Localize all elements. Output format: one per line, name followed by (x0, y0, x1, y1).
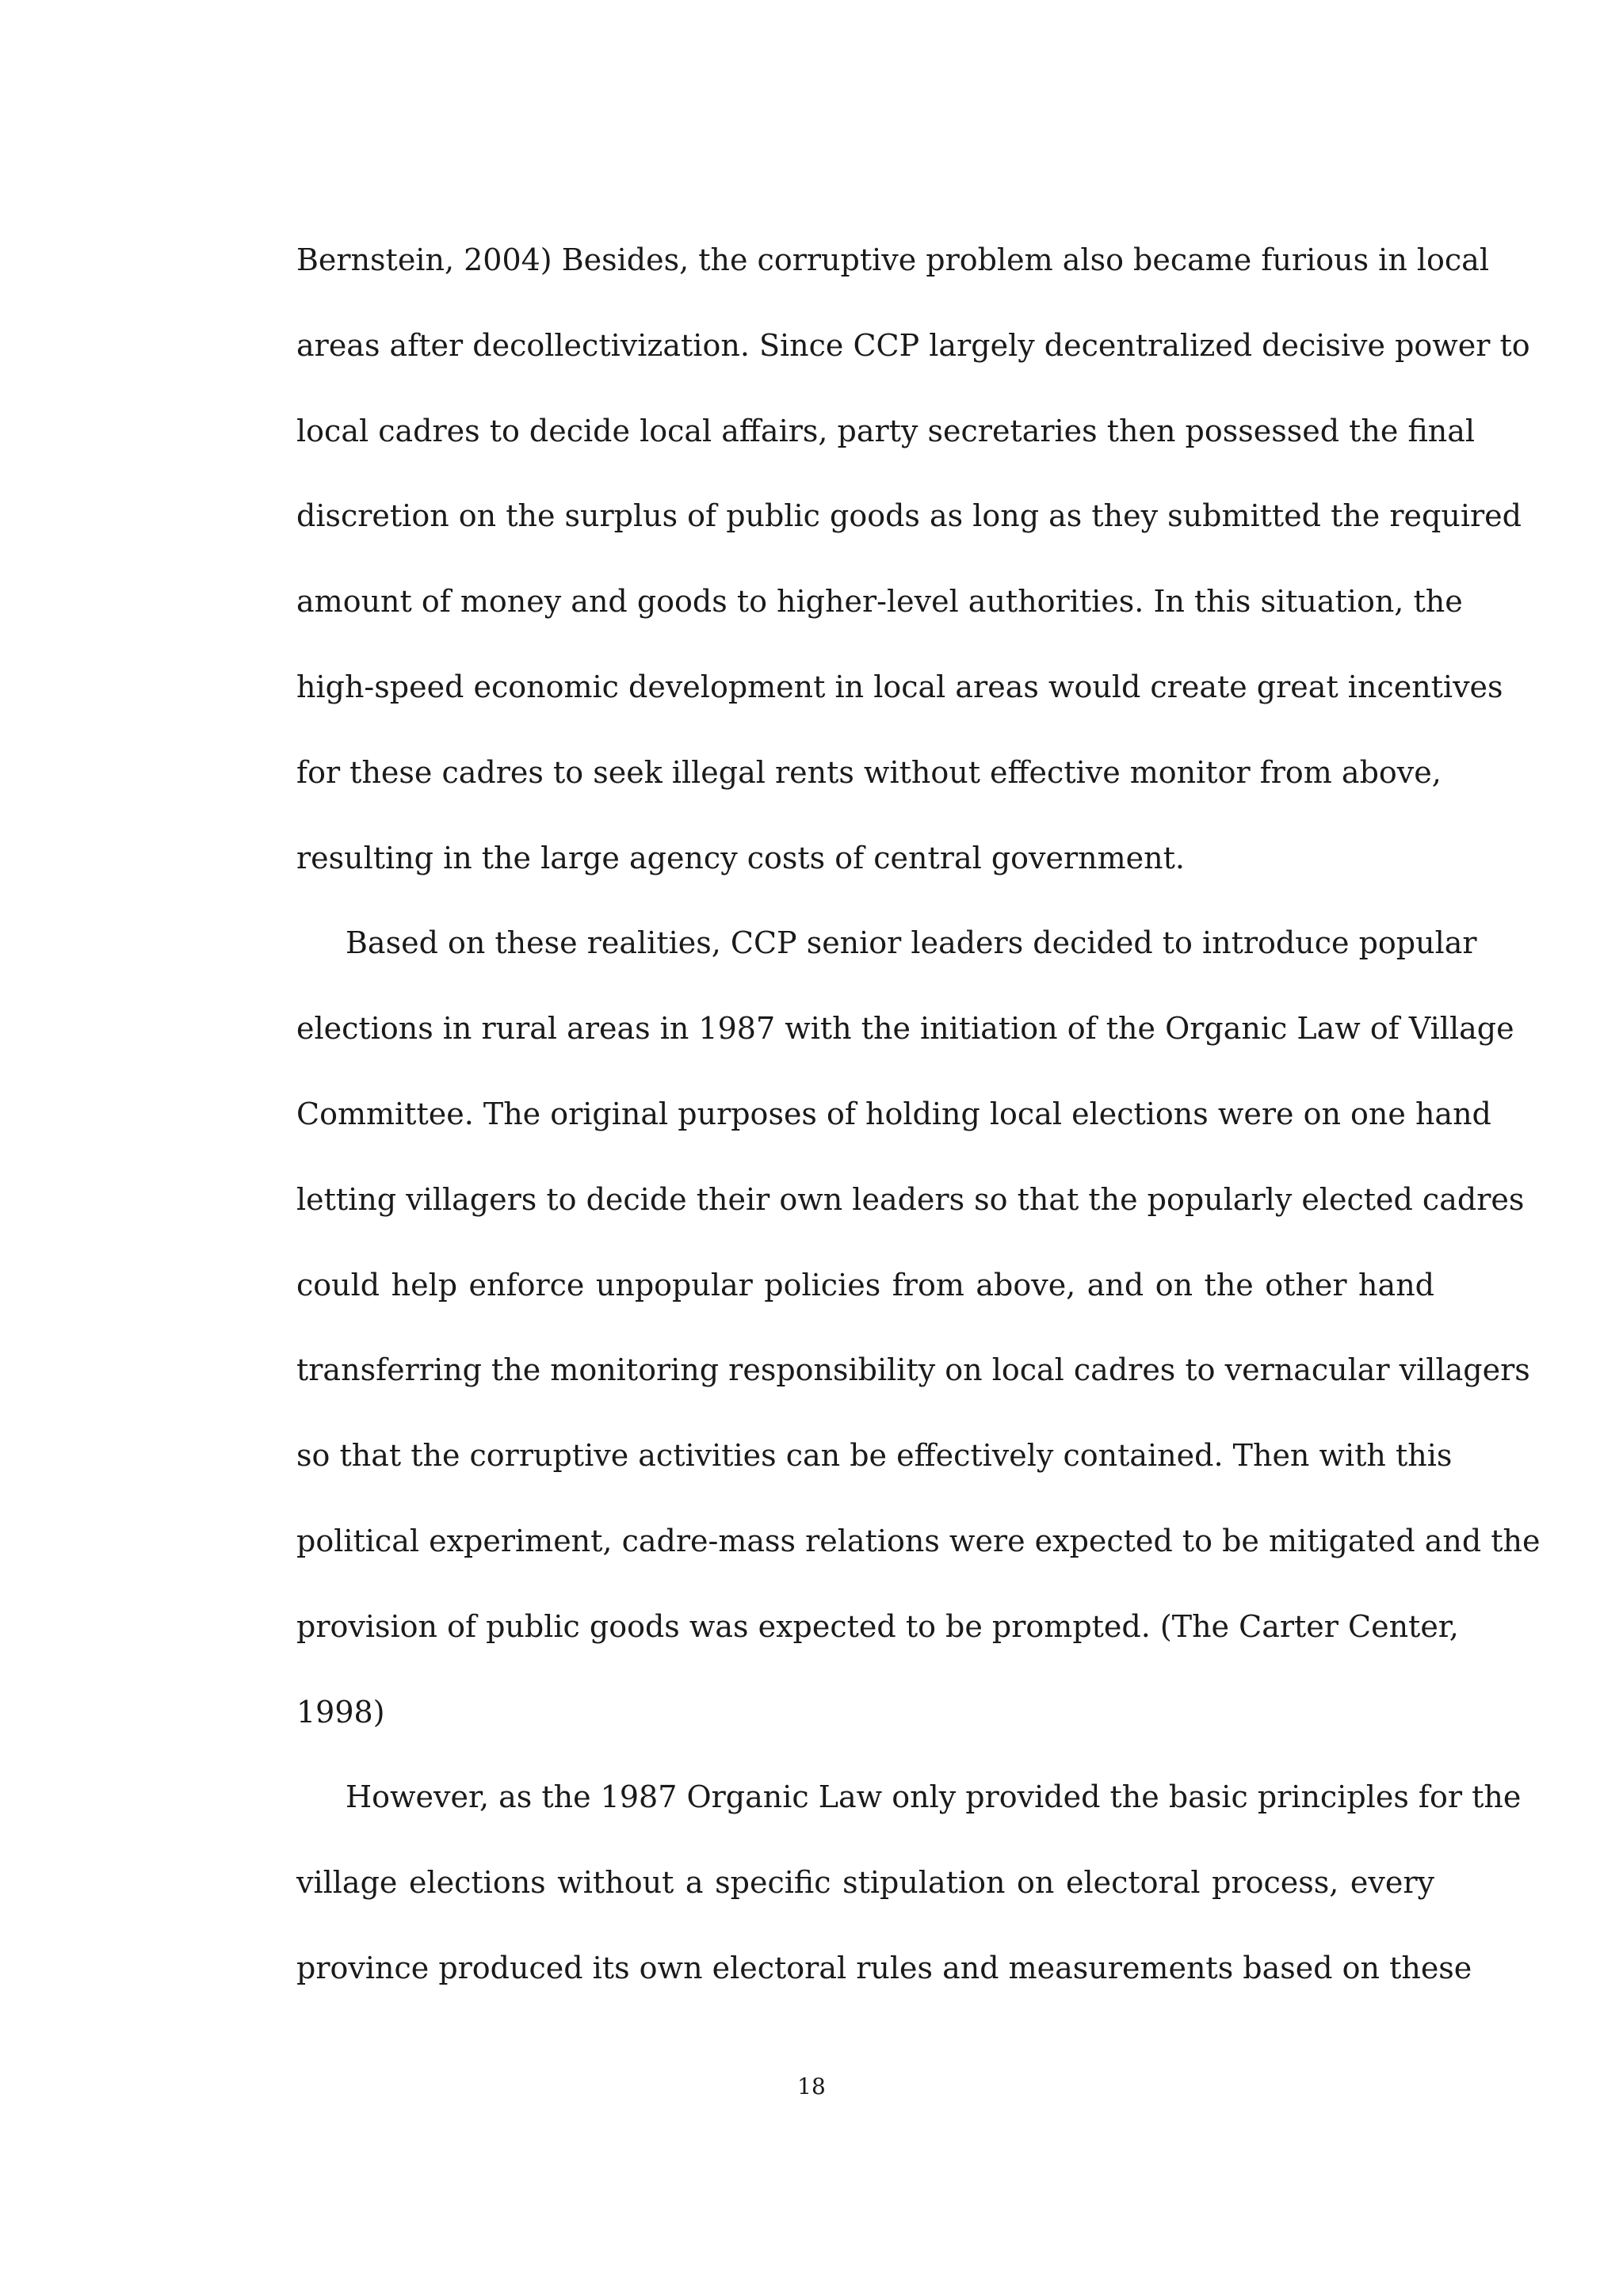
text-line: Committee. The original purposes of holding local elections were on one hand (296, 1096, 1491, 1131)
text-line: 1998) (296, 1694, 385, 1730)
text-line: so that the corruptive activities can be effectively contained. Then with this (296, 1438, 1453, 1474)
text-line: transferring the monitoring responsibility on local cadres to vernacular villagers (296, 1352, 1530, 1388)
text-line: province produced its own electoral rules and measurements based on these (296, 1950, 1472, 1985)
text-line: political experiment, cadre-mass relations were expected to be mitigated and the (296, 1523, 1541, 1558)
text-line: discretion on the surplus of public goods as long as they submitted the required (296, 498, 1522, 534)
body-text (296, 218, 1541, 2012)
text-line: provision of public goods was expected to be prompted. (The Carter Center, (296, 1608, 1459, 1644)
page-number: 18 (797, 2073, 826, 2100)
text-line: Based on these realities, CCP senior leaders decided to introduce popular (346, 925, 1477, 961)
text-line: high-speed economic development in local areas would create great incentives (296, 669, 1503, 704)
paragraph-3 (296, 1755, 1522, 2011)
text-line: Bernstein, 2004) Besides, the corruptive problem also became furious in local (296, 242, 1489, 277)
text-line: local cadres to decide local affairs, party secretaries then possessed the final (296, 413, 1476, 448)
paragraph-1 (296, 218, 1530, 901)
paragraph-2 (296, 901, 1541, 1755)
text-line: could help enforce unpopular policies from above, and on the other hand (296, 1267, 1434, 1302)
text-line: areas after decollectivization. Since CCP largely decentralized decisive power to (296, 327, 1530, 363)
text-line: amount of money and goods to higher-level authorities. In this situation, the (296, 584, 1463, 620)
text-line: for these cadres to seek illegal rents without effective monitor from above, (296, 754, 1442, 790)
text-line: elections in rural areas in 1987 with the initiation of the Organic Law of Village (296, 1011, 1514, 1047)
text-line: village elections without a specific stipulation on electoral process, every (296, 1865, 1434, 1901)
text-line: letting villagers to decide their own leaders so that the popularly elected cadres (296, 1181, 1525, 1217)
text-line: resulting in the large agency costs of central government. (296, 840, 1185, 875)
text-line: However, as the 1987 Organic Law only provided the basic principles for the (346, 1779, 1522, 1815)
